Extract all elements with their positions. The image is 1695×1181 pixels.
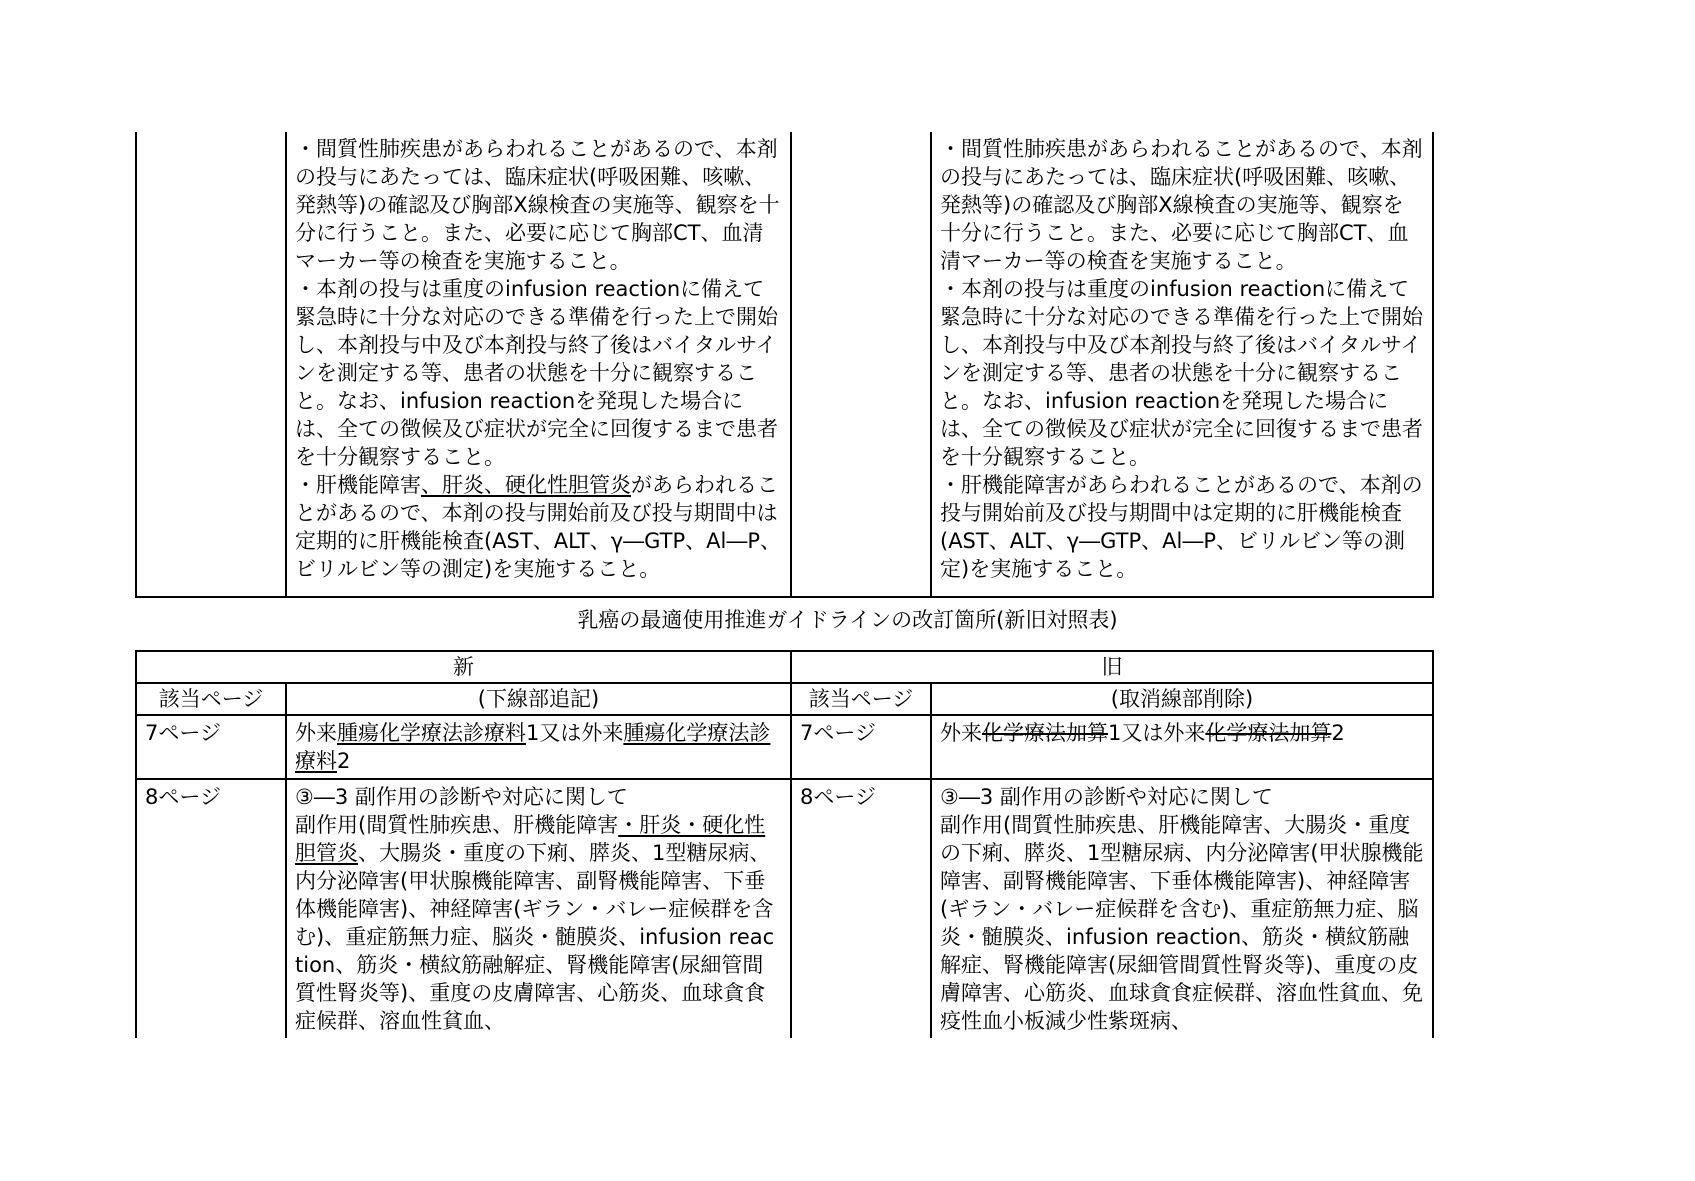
row1-new-page-cell: 7ページ	[136, 715, 286, 779]
row1-old-text-cell: 外来化学療法加算1又は外来化学療法加算2	[931, 715, 1433, 779]
continuation-table	[135, 132, 1434, 598]
subheader-note-new: (下線部追記)	[286, 683, 791, 715]
table-row	[136, 779, 1433, 1038]
continuation-old-page-cell	[791, 132, 931, 597]
header-old: 旧	[791, 651, 1433, 683]
subheader-page-new: 該当ページ	[136, 683, 286, 715]
continuation-new-text-cell: ・間質性肺疾患があらわれることがあるので、本剤の投与にあたっては、臨床症状(呼吸困難、咳嗽、発熱等)の確認及び胸部X線検査の実施等、観察を十分に行うこと。また、必要に応じて胸部CT、血清マーカー等の検査を実施すること。 ・本剤の投与は重度のinfusion reactionに備えて緊急時に十分な対応のできる準備を行った上で開始し、本剤投与中及び本剤投与終了後はバイタルサインを測定する等、患者の状態を十分に観察すること。なお、infusion reactionを発現した場合には、全ての徴候及び症状が完全に回復するまで患者を十分観察すること。 ・肝機能障害、肝炎、硬化性胆管炎があらわれることがあるので、本剤の投与開始前及び投与期間中は定期的に肝機能検査(AST、ALT、γ―GTP、Al―P、ビリルビン等の測定)を実施すること。	[286, 132, 791, 597]
row2-new-page-cell: 8ページ	[136, 779, 286, 1038]
table-row	[136, 132, 1433, 597]
header-new: 新	[136, 651, 791, 683]
row2-new-text-cell: ③―3 副作用の診断や対応に関して 副作用(間質性肺疾患、肝機能障害・肝炎・硬化性胆管炎、大腸炎・重度の下痢、膵炎、1型糖尿病、内分泌障害(甲状腺機能障害、副腎機能障害、下垂体機能障害)、神経障害(ギラン・バレー症候群を含む)、重症筋無力症、脳炎・髄膜炎、infusion reaction、筋炎・横紋筋融解症、腎機能障害(尿細管間質性腎炎等)、重度の皮膚障害、心筋炎、血球貪食症候群、溶血性貧血、	[286, 779, 791, 1038]
continuation-new-page-cell	[136, 132, 286, 597]
header-row	[136, 651, 1433, 683]
row2-old-page-cell: 8ページ	[791, 779, 931, 1038]
revision-table-title: 乳癌の最適使用推進ガイドラインの改訂箇所(新旧対照表)	[577, 608, 1118, 632]
row2-old-text-cell: ③―3 副作用の診断や対応に関して 副作用(間質性肺疾患、肝機能障害、大腸炎・重度の下痢、膵炎、1型糖尿病、内分泌障害(甲状腺機能障害、副腎機能障害、下垂体機能障害)、神経障害(ギラン・バレー症候群を含む)、重症筋無力症、脳炎・髄膜炎、infusion reaction、筋炎・横紋筋融解症、腎機能障害(尿細管間質性腎炎等)、重度の皮膚障害、心筋炎、血球貪食症候群、溶血性貧血、免疫性血小板減少性紫斑病、	[931, 779, 1433, 1038]
subheader-row	[136, 683, 1433, 715]
continuation-old-text-cell: ・間質性肺疾患があらわれることがあるので、本剤の投与にあたっては、臨床症状(呼吸困難、咳嗽、発熱等)の確認及び胸部X線検査の実施等、観察を十分に行うこと。また、必要に応じて胸部CT、血清マーカー等の検査を実施すること。 ・本剤の投与は重度のinfusion reactionに備えて緊急時に十分な対応のできる準備を行った上で開始し、本剤投与中及び本剤投与終了後はバイタルサインを測定する等、患者の状態を十分に観察すること。なお、infusion reactionを発現した場合には、全ての徴候及び症状が完全に回復するまで患者を十分観察すること。 ・肝機能障害があらわれることがあるので、本剤の投与開始前及び投与期間中は定期的に肝機能検査(AST、ALT、γ―GTP、Al―P、ビリルビン等の測定)を実施すること。	[931, 132, 1433, 597]
subheader-note-old: (取消線部削除)	[931, 683, 1433, 715]
revision-table	[135, 650, 1434, 1038]
row1-new-text-cell: 外来腫瘍化学療法診療料1又は外来腫瘍化学療法診療料2	[286, 715, 791, 779]
row1-old-page-cell: 7ページ	[791, 715, 931, 779]
subheader-page-old: 該当ページ	[791, 683, 931, 715]
table-row	[136, 715, 1433, 779]
